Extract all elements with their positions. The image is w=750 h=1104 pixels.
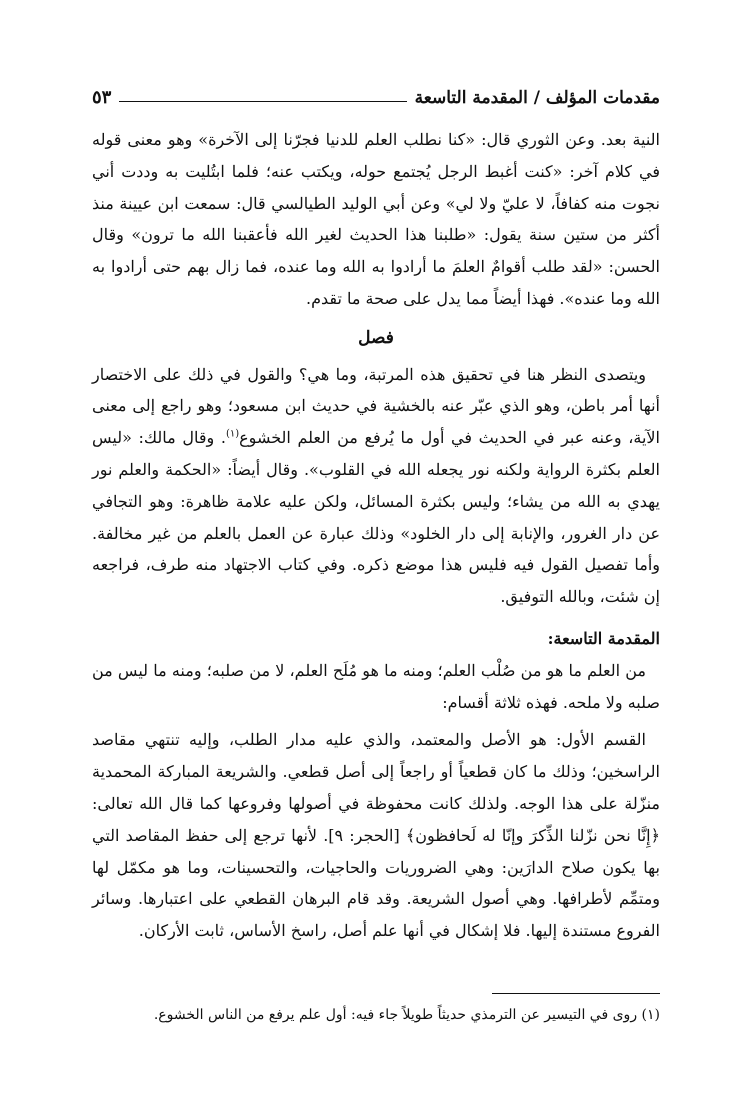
paragraph-1: النية بعد. وعن الثوري قال: «كنا نطلب العلم للدنيا فجرّنا إلى الآخرة» وهو معنى قوله في كلام آخر: «كنت أغبط الرجل يُجتمع حوله، ويكتب عنه؛ فلما ابتُليت به وددت أني نجوت منه كفافاً، لا عليّ ولا لي» وعن أبي الوليد الطيالسي قال: سمعت ابن عيينة منذ أكثر من ستين سنة يقول: «طلبنا هذا الحديث لغير الله فأعقبنا الله ما ترون» وقال الحسن: «لقد طلب أقوامٌ العلمَ ما أرادوا به الله وما عنده، فما زال بهم حتى أرادوا به الله وما عنده». فهذا أيضاً مما يدل على صحة ما تقدم. [92,130,660,308]
page-body [92,124,660,947]
footnote-rule [492,993,660,994]
paragraph-3: من العلم ما هو من صُلْب العلم؛ ومنه ما هو مُلَح العلم، لا من صلبه؛ ومنه ما ليس من صلبه ولا ملحه. فهذه ثلاثة أقسام: [92,660,660,712]
paragraph-4: القسم الأول: هو الأصل والمعتمد، والذي عليه مدار الطلب، وإليه تنتهي مقاصد الراسخين؛ وذلك ما كان قطعياً أو راجعاً إلى أصل قطعي. والشريعة المباركة المحمدية منزّلة على هذا الوجه. ولذلك كانت محفوظة في أصولها وفروعها كما قال الله تعالى: ﴿إِنَّا نحن نزّلنا الذِّكرَ وإنّا له لَحافظون﴾ [الحجر: ٩]. لأنها ترجع إلى حفظ المقاصد التي بها يكون صلاح الدارَين: وهي الضروريات والحاجيات، والتحسينات، وما هو مكمّل لها ومتمِّم لأطرافها. وهي أصول الشريعة. وقد قام البرهان القطعي على اعتبارها. وسائر الفروع مستندة إليها. فلا إشكال في أنها علم أصل، راسخ الأساس، ثابت الأركان. [92,730,661,941]
footnote-ref: (١) [225,428,240,440]
spacer [92,613,660,619]
paragraph-2-part-b: . وقال مالك: «ليس العلم بكثرة الرواية ولكنه نور يجعله الله في القلوب». وقال أيضاً: «الحكمة والعلم نور يهدي به الله من يشاء؛ وليس بكثرة المسائل، ولكن عليه علامة ظاهرة: وهو التجافي عن دار الغرور، والإنابة إلى دار الخلود» وذلك عبارة عن العمل بالعلم من غير مخالفة. وأما تفصيل القول فيه فليس هذا موضع ذكره. وفي كتاب الاجتهاد منه طرف، فراجعه إن شئت، وبالله التوفيق. [92,428,660,607]
footnote: (١) روى في التيسير عن الترمذي حديثاً طويلاً جاء فيه: أول علم يرفع من الناس الخشوع. [153,1007,660,1023]
running-header [92,78,660,108]
header-rule [119,101,406,102]
subheading-ninth-introduction: المقدمة التاسعة: [547,628,660,648]
page-number: ٥٣ [92,87,112,108]
paragraph-2-part-a: ويتصدى النظر هنا في تحقيق هذه المرتبة، وما هي؟ والقول في ذلك على الاختصار أنها أمر باطن، وهو الذي عبّر عنه بالخشية في حديث ابن مسعود؛ وهو راجع إلى معنى الآية، وعنه عبر في الحديث في أول ما يُرفع من العلم الخشوع [92,364,660,448]
header-title: مقدمات المؤلف / المقدمة التاسعة [414,88,660,108]
paragraph-2 [92,359,660,613]
section-title: فصل [358,327,394,348]
